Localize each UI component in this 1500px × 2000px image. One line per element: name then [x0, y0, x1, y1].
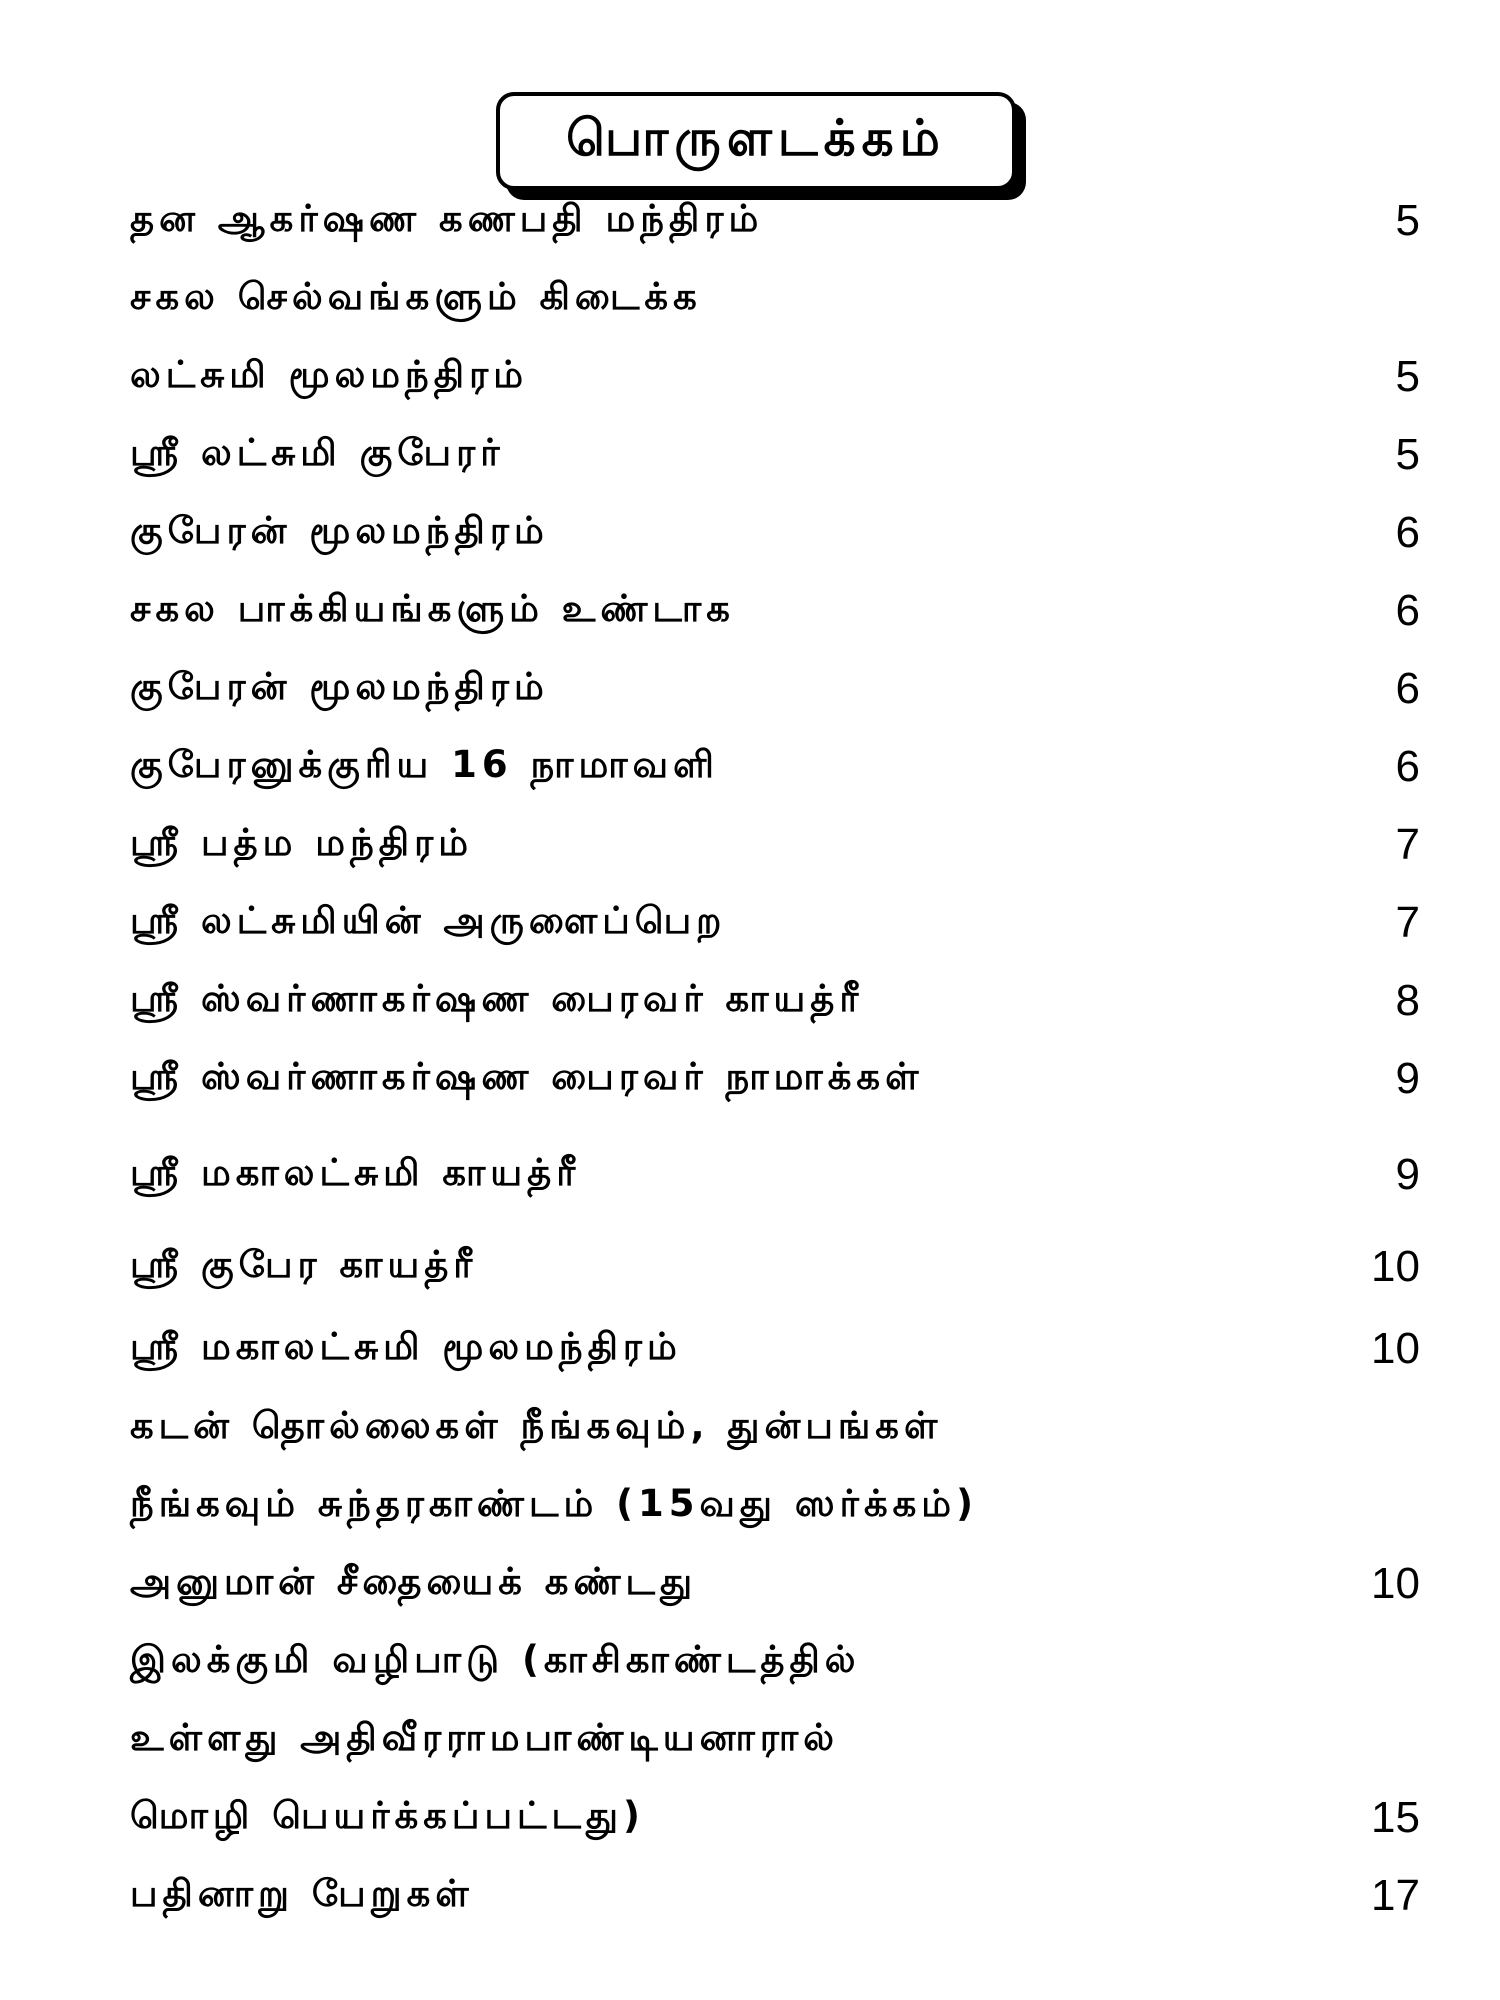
toc-entry-title: பதினாறு பேறுகள்	[130, 1872, 474, 1915]
toc-entry-page: 10	[1371, 1559, 1420, 1608]
toc-entry	[130, 888, 1420, 958]
toc-entry-title: தன ஆகர்ஷண கணபதி மந்திரம்	[130, 197, 764, 240]
toc-entry-page: 7	[1395, 898, 1420, 947]
toc-entry	[130, 1471, 1420, 1541]
toc-entry	[130, 420, 1420, 490]
toc-entry	[130, 1861, 1420, 1931]
toc-entry	[130, 1549, 1420, 1619]
toc-entry-page: 15	[1371, 1793, 1420, 1842]
toc-entry-title: குபேரன் மூலமந்திரம்	[130, 665, 549, 708]
toc-entry	[130, 1140, 1420, 1210]
toc-entry	[130, 264, 1420, 334]
toc-entry-page: 6	[1395, 742, 1420, 791]
toc-entry-title: ஸ்ரீ குபேர காயத்ரீ	[130, 1243, 478, 1286]
toc-entry-title: சகல பாக்கியங்களும் உண்டாக	[130, 587, 735, 630]
toc-entry	[130, 498, 1420, 568]
toc-entry-page: 6	[1395, 508, 1420, 557]
toc-entry-page: 9	[1395, 1054, 1420, 1103]
toc-entry	[130, 1314, 1420, 1384]
toc-entry	[130, 810, 1420, 880]
toc-entry	[130, 1627, 1420, 1697]
page-title: பொருளடக்கம்	[566, 108, 946, 167]
toc-entry-title: லட்சுமி மூலமந்திரம்	[130, 353, 529, 396]
toc-entry	[130, 1232, 1420, 1302]
toc-entry-page: 17	[1371, 1871, 1420, 1920]
toc-entry-page: 10	[1371, 1324, 1420, 1373]
toc-entry-title: ஸ்ரீ மகாலட்சுமி மூலமந்திரம்	[130, 1325, 682, 1368]
toc-entry	[130, 576, 1420, 646]
toc-entry-title: குபேரன் மூலமந்திரம்	[130, 509, 549, 552]
toc-entry	[130, 732, 1420, 802]
toc-entry-page: 5	[1395, 352, 1420, 401]
toc-entry	[130, 1705, 1420, 1775]
toc-entry-title: ஸ்ரீ லட்சுமி குபேரர்	[130, 431, 505, 474]
toc-entry-page: 8	[1395, 976, 1420, 1025]
toc-entry-title: ஸ்ரீ மகாலட்சுமி காயத்ரீ	[130, 1151, 581, 1194]
toc-entry-title: குபேரனுக்குரிய 16 நாமாவளி	[130, 743, 719, 786]
toc-entry-page: 9	[1395, 1150, 1420, 1199]
toc-entry-page: 10	[1371, 1242, 1420, 1291]
toc-entry-page: 7	[1395, 820, 1420, 869]
toc-entry-page: 5	[1395, 196, 1420, 245]
toc-entry-title: உள்ளது அதிவீரராமபாண்டியனாரால்	[130, 1716, 839, 1759]
toc-entry-title: இலக்குமி வழிபாடு (காசிகாண்டத்தில்	[130, 1638, 861, 1681]
toc-entry-title: சகல செல்வங்களும் கிடைக்க	[130, 275, 702, 318]
toc-entry-title: அனுமான் சீதையைக் கண்டது	[130, 1560, 698, 1603]
toc-entry-page: 6	[1395, 586, 1420, 635]
toc-entry-title: ஸ்ரீ ஸ்வர்ணாகர்ஷண பைரவர் காயத்ரீ	[130, 977, 864, 1020]
toc-entry-title: ஸ்ரீ ஸ்வர்ணாகர்ஷண பைரவர் நாமாக்கள்	[130, 1055, 924, 1098]
contents-heading-box	[496, 92, 1016, 190]
toc-entry-title: மொழி பெயர்க்கப்பட்டது)	[130, 1794, 645, 1837]
toc-entry	[130, 342, 1420, 412]
toc-entry-title: ஸ்ரீ பத்ம மந்திரம்	[130, 821, 474, 864]
toc-entry	[130, 1044, 1420, 1114]
toc-entry	[130, 966, 1420, 1036]
toc-entry-title: ஸ்ரீ லட்சுமியின் அருளைப்பெற	[130, 899, 727, 942]
toc-entry-page: 6	[1395, 664, 1420, 713]
toc-entry	[130, 654, 1420, 724]
toc-entry-page: 5	[1395, 430, 1420, 479]
toc-entry	[130, 186, 1420, 256]
toc-entry	[130, 1783, 1420, 1853]
toc-entry-title: கடன் தொல்லைகள் நீங்கவும், துன்பங்கள்	[130, 1404, 943, 1447]
toc-entry-title: நீங்கவும் சுந்தரகாண்டம் (15வது ஸர்க்கம்)	[130, 1482, 978, 1525]
toc-entry	[130, 1393, 1420, 1463]
